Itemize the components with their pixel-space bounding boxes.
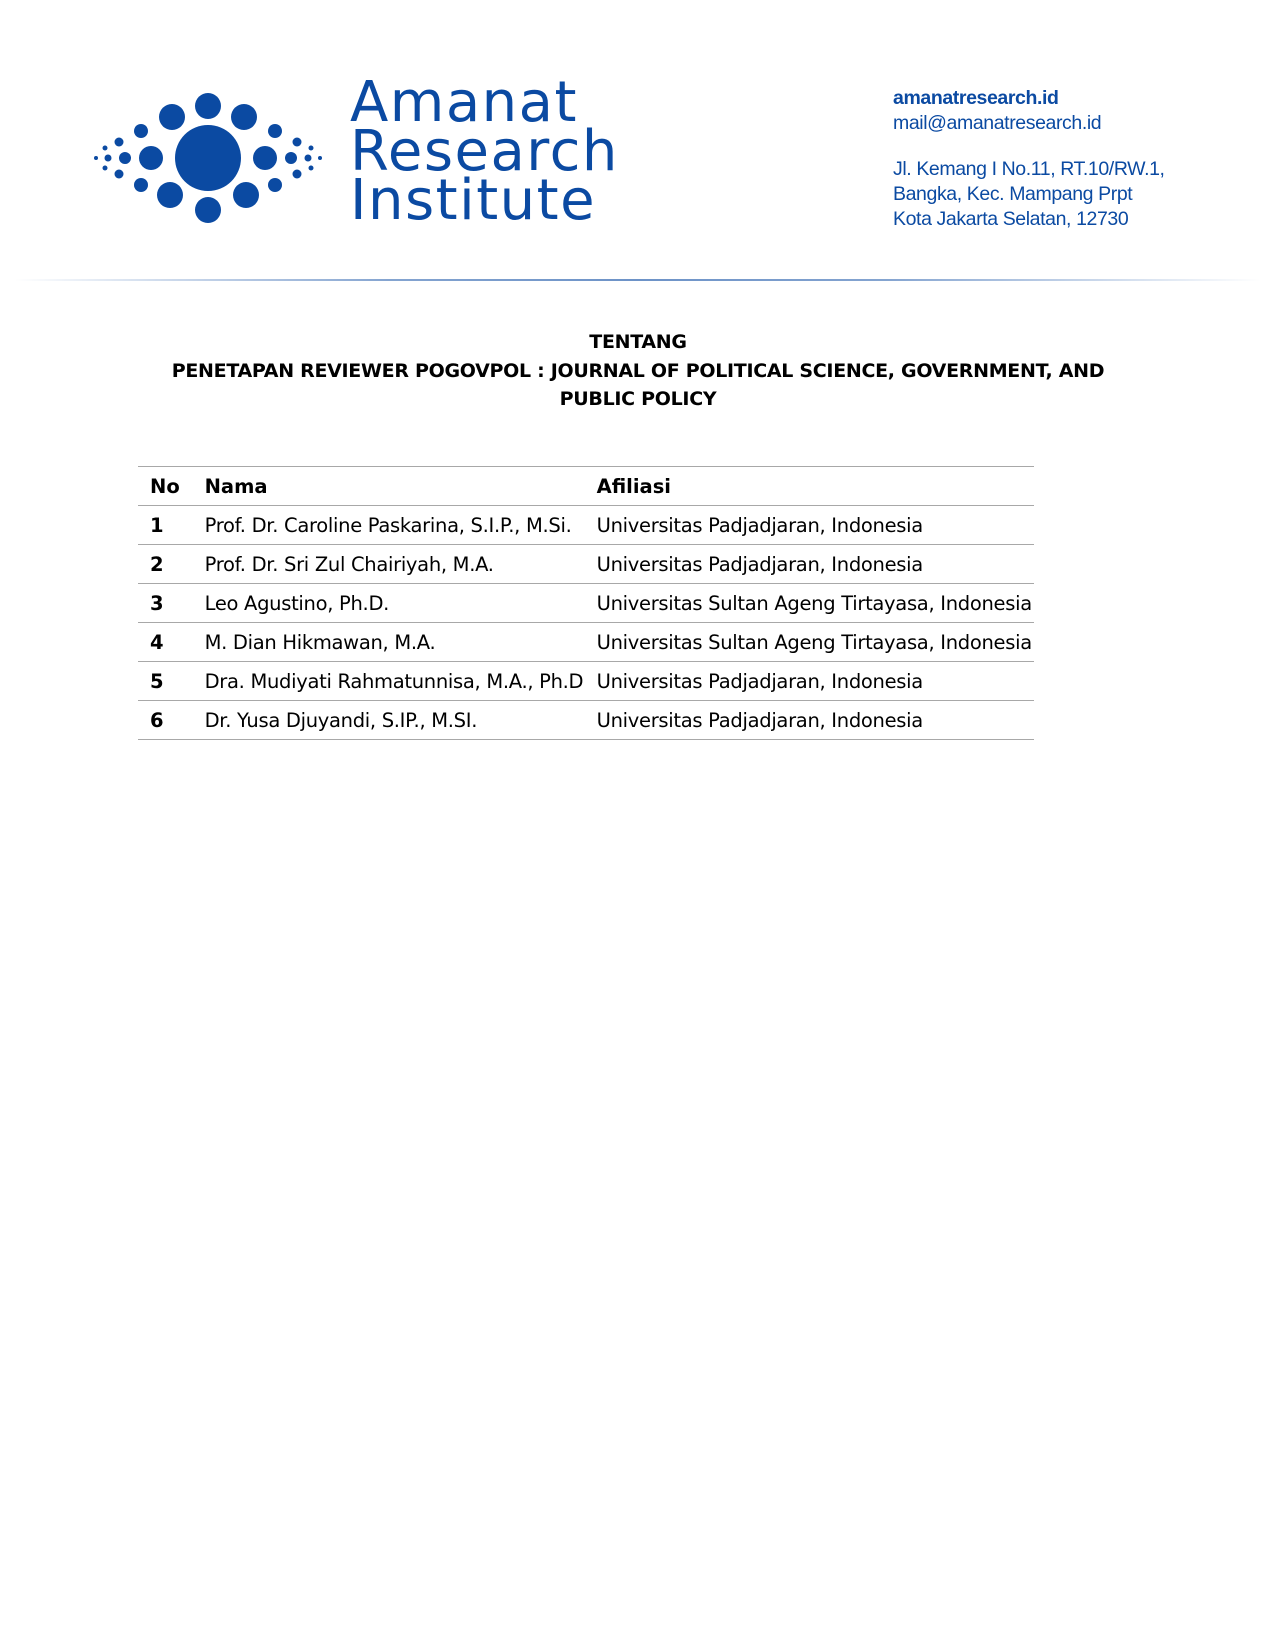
row-no: 4 — [138, 623, 205, 662]
contact-block — [893, 86, 1165, 232]
row-no: 5 — [138, 662, 205, 701]
table-row — [138, 506, 1034, 545]
address-line-1: Jl. Kemang I No.11, RT.10/RW.1, — [893, 158, 1165, 180]
website-link[interactable]: amanatresearch.id — [893, 87, 1059, 109]
table-header-row — [138, 467, 1034, 506]
brand-line-2: Research — [350, 119, 619, 184]
brand-line-3: Institute — [350, 168, 597, 233]
amanat-logo-icon — [92, 92, 337, 237]
address-line-2: Bangka, Kec. Mampang Prpt — [893, 183, 1133, 205]
brand-name — [350, 70, 619, 233]
row-affiliation: Universitas Padjadjaran, Indonesia — [597, 701, 1034, 740]
email-link[interactable]: mail@amanatresearch.id — [893, 112, 1102, 134]
row-no: 3 — [138, 584, 205, 623]
title-line-3: PUBLIC POLICY — [559, 388, 717, 410]
table-row — [138, 662, 1034, 701]
title-line-2: PENETAPAN REVIEWER POGOVPOL : JOURNAL OF POLITICAL SCIENCE, GOVERNMENT, AND — [171, 359, 1105, 382]
header-affiliation: Afiliasi — [597, 467, 1034, 506]
row-affiliation: Universitas Sultan Ageng Tirtayasa, Indonesia — [597, 584, 1034, 623]
row-name: Prof. Dr. Caroline Paskarina, S.I.P., M.Si. — [205, 506, 597, 545]
row-name: M. Dian Hikmawan, M.A. — [205, 623, 597, 662]
row-name: Dra. Mudiyati Rahmatunnisa, M.A., Ph.D — [205, 662, 597, 701]
row-name: Dr. Yusa Djuyandi, S.IP., M.SI. — [205, 701, 597, 740]
row-affiliation: Universitas Padjadjaran, Indonesia — [597, 545, 1034, 584]
row-affiliation: Universitas Padjadjaran, Indonesia — [597, 662, 1034, 701]
brand-line-1: Amanat — [350, 70, 578, 135]
row-name: Leo Agustino, Ph.D. — [205, 584, 597, 623]
row-affiliation: Universitas Padjadjaran, Indonesia — [597, 506, 1034, 545]
header-divider — [14, 279, 1261, 281]
header-name: Nama — [205, 467, 597, 506]
row-no: 6 — [138, 701, 205, 740]
address — [893, 157, 1165, 232]
letterhead — [0, 0, 1275, 290]
table-row — [138, 584, 1034, 623]
table-row — [138, 623, 1034, 662]
address-line-3: Kota Jakarta Selatan, 12730 — [893, 208, 1129, 230]
table-row — [138, 701, 1034, 740]
reviewer-table — [138, 466, 1034, 740]
title-line-1: TENTANG — [589, 331, 687, 353]
row-affiliation: Universitas Sultan Ageng Tirtayasa, Indonesia — [597, 623, 1034, 662]
header-no: No — [138, 467, 205, 506]
row-no: 1 — [138, 506, 205, 545]
table-row — [138, 545, 1034, 584]
document-title — [140, 328, 1136, 414]
row-no: 2 — [138, 545, 205, 584]
row-name: Prof. Dr. Sri Zul Chairiyah, M.A. — [205, 545, 597, 584]
